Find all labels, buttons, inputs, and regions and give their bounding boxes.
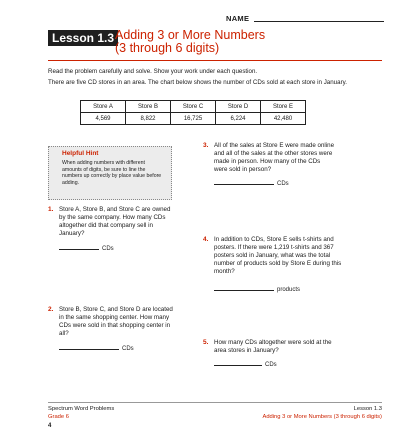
question-5 (203, 339, 343, 355)
answer-5 (214, 362, 277, 368)
lesson-title-line1: Adding 3 or More Numbers (115, 28, 266, 42)
footer-left (48, 406, 114, 421)
lesson-badge: Lesson 1.3 (48, 30, 118, 46)
answer-line[interactable] (214, 365, 262, 366)
table-header-cell: Store D (216, 101, 261, 113)
question-number: 2. (48, 306, 54, 313)
question-text: All of the sales at Store E were made online and all of the sales at the other stores were made in person. How many of the CDs were sold in person? (214, 142, 335, 173)
question-number: 5. (203, 339, 209, 346)
table-value-row (81, 113, 306, 125)
answer-unit: CDs (277, 181, 289, 187)
answer-line[interactable] (214, 184, 274, 185)
question-number: 1. (48, 206, 54, 213)
answer-4 (214, 287, 300, 293)
question-text: How many CDs altogether were sold at the area stores in January? (214, 339, 332, 354)
question-text: In addition to CDs, Store E sells t-shirts and posters. If there were 1,219 t-shirts and 367 posters sold in January, what was the total number of products sold by Store E during this month? (214, 236, 342, 275)
cd-sales-table (80, 100, 306, 125)
table-value-cell: 6,224 (216, 113, 261, 125)
footer-grade: Grade 6 (48, 413, 69, 420)
answer-unit: CDs (102, 246, 114, 252)
footer-book-title: Spectrum Word Problems (48, 406, 115, 412)
answer-line[interactable] (59, 249, 99, 250)
question-number: 4. (203, 236, 209, 243)
answer-line[interactable] (59, 349, 119, 350)
answer-2 (59, 346, 134, 352)
intro-text: There are five CD stores in an area. The chart below shows the number of CDs sold at each store in January. (48, 79, 347, 86)
answer-unit: products (277, 287, 301, 293)
header-divider (48, 60, 382, 61)
answer-3 (214, 181, 289, 187)
footer-divider (48, 402, 382, 403)
table-value-cell: 42,480 (261, 113, 306, 125)
question-4 (203, 236, 343, 276)
question-3 (203, 142, 335, 174)
table-value-cell: 4,569 (81, 113, 126, 125)
table-header-cell: Store A (81, 101, 126, 113)
table-header-row (81, 101, 306, 113)
name-input-line[interactable] (254, 21, 384, 22)
lesson-title (115, 29, 265, 55)
table-value-cell: 8,822 (126, 113, 171, 125)
name-label: NAME (226, 14, 250, 23)
question-number: 3. (203, 142, 209, 149)
answer-1 (59, 246, 114, 252)
question-text: Store B, Store C, and Store D are located in the same shopping center. How many CDs were sold in that shopping center in all? (59, 306, 173, 337)
footer-lesson: Lesson 1.3 (353, 406, 382, 412)
question-text: Store A, Store B, and Store C are owned by the same company. How many CDs altogether did that company sell in January? (59, 206, 171, 237)
table-header-cell: Store B (126, 101, 171, 113)
table-header-cell: Store C (171, 101, 216, 113)
footer-lesson-title: Adding 3 or More Numbers (3 through 6 digits) (262, 413, 382, 420)
hint-title: Helpful Hint (62, 150, 99, 157)
table-header-cell: Store E (261, 101, 306, 113)
answer-unit: CDs (265, 362, 277, 368)
question-1 (48, 206, 173, 238)
answer-unit: CDs (122, 346, 134, 352)
question-2 (48, 306, 178, 338)
answer-line[interactable] (214, 290, 274, 291)
footer-right (262, 406, 382, 421)
lesson-title-line2: (3 through 6 digits) (115, 41, 220, 55)
instructions: Read the problem carefully and solve. Show your work under each question. (48, 68, 258, 75)
page-number: 4 (48, 423, 52, 429)
hint-text: When adding numbers with different amounts of digits, be sure to line the numbers up correctly by place value before adding. (62, 160, 162, 186)
table-value-cell: 16,725 (171, 113, 216, 125)
